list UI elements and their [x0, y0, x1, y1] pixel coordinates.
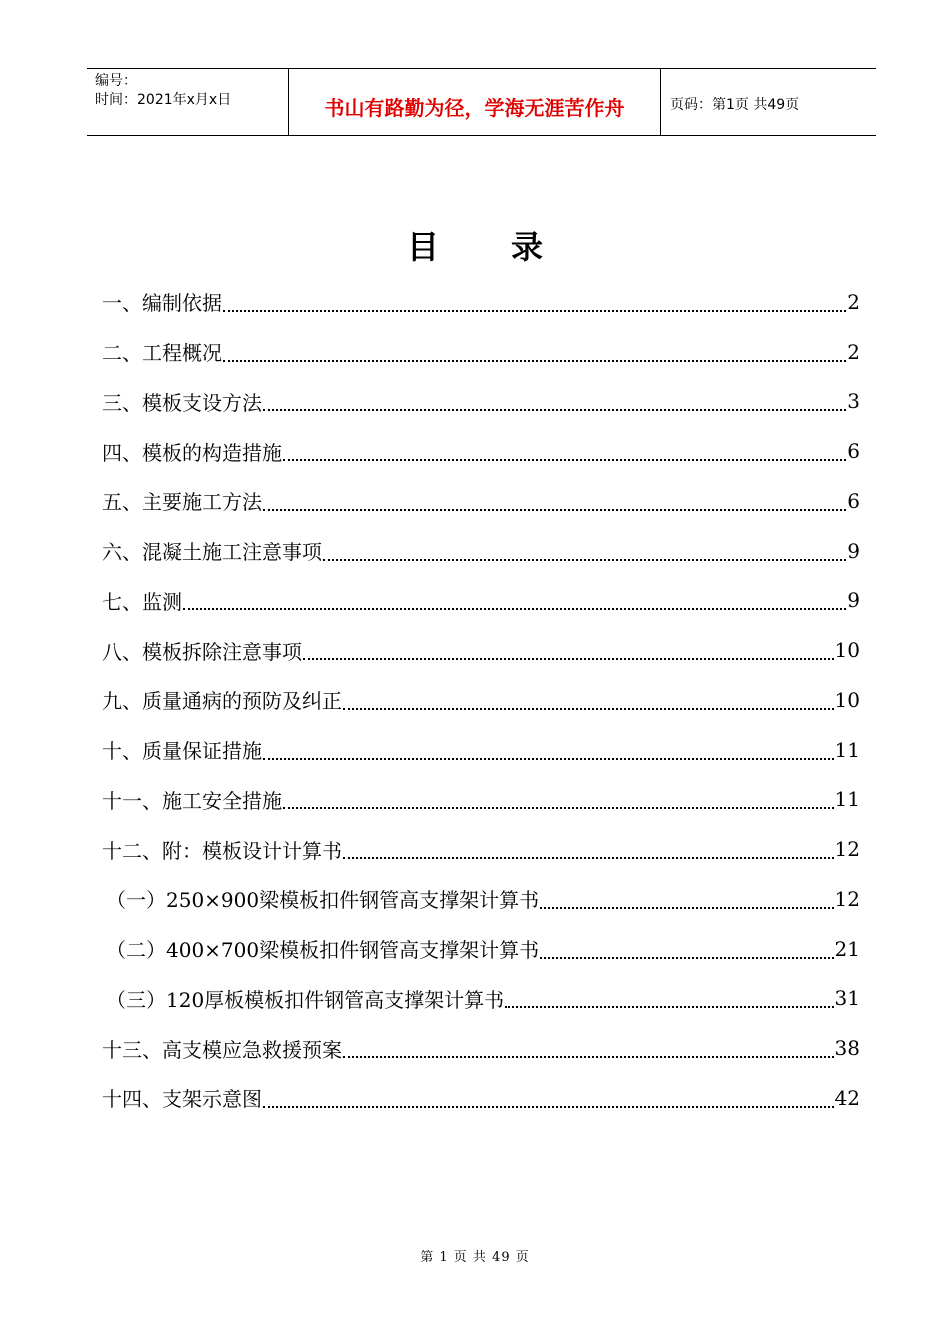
toc-entry-label: 六、混凝土施工注意事项: [102, 540, 322, 565]
toc-entry-page: 9: [847, 538, 860, 563]
toc-entry[interactable]: [102, 675, 860, 725]
toc-entry-label: 三、模板支设方法: [102, 390, 262, 415]
header-meta-cell: [87, 69, 288, 135]
toc-entry[interactable]: [102, 426, 860, 476]
toc-entry[interactable]: [102, 974, 860, 1024]
toc-leader-dots: [343, 845, 834, 859]
header-motto: 书山有路勤为径，学海无涯苦作舟: [324, 96, 625, 120]
toc-entry-page: 12: [834, 837, 860, 862]
toc-entry-label: （一）250×900梁模板扣件钢管高支撑架计算书: [106, 888, 540, 913]
title-char-2: 录: [511, 228, 544, 266]
toc-entry-label: （二）400×700梁模板扣件钢管高支撑架计算书: [106, 938, 540, 963]
page-title: [0, 222, 950, 268]
toc-entry[interactable]: [102, 277, 860, 327]
document-number-label: 编号：: [95, 73, 137, 89]
toc-entry[interactable]: [102, 625, 860, 675]
toc-entry-page: 11: [834, 737, 860, 762]
toc-entry-page: 2: [847, 289, 860, 314]
toc-entry-page: 3: [847, 389, 860, 414]
toc-entry[interactable]: [102, 1023, 860, 1073]
toc-entry[interactable]: [102, 476, 860, 526]
toc-entry-label: 二、工程概况: [102, 341, 222, 366]
toc-entry[interactable]: [102, 327, 860, 377]
document-header: [87, 68, 876, 136]
toc-entry-label: 十二、附：模板设计计算书: [102, 838, 342, 863]
header-motto-cell: [288, 69, 661, 135]
toc-entry-label: 十三、高支模应急救援预案: [102, 1037, 342, 1062]
toc-entry[interactable]: [102, 526, 860, 576]
page-footer: 第 1 页 共 49 页: [420, 1250, 530, 1265]
toc-leader-dots: [223, 298, 846, 312]
toc-leader-dots: [343, 696, 834, 710]
toc-entry-label: 七、监测: [102, 589, 182, 614]
toc-leader-dots: [263, 497, 846, 511]
toc-leader-dots: [223, 348, 846, 362]
toc-leader-dots: [540, 895, 833, 909]
toc-entry[interactable]: [102, 924, 860, 974]
toc-entry[interactable]: [102, 576, 860, 626]
toc-leader-dots: [303, 646, 834, 660]
toc-entry[interactable]: [102, 725, 860, 775]
toc-entry-page: 6: [847, 488, 860, 513]
toc-leader-dots: [263, 397, 846, 411]
toc-entry-page: 42: [834, 1085, 860, 1110]
toc-entry-label: 十一、施工安全措施: [102, 788, 282, 813]
toc-entry[interactable]: [102, 377, 860, 427]
toc-leader-dots: [283, 795, 834, 809]
toc-entry-page: 10: [834, 687, 860, 712]
toc-leader-dots: [263, 746, 834, 760]
toc-entry-label: 十、质量保证措施: [102, 739, 262, 764]
toc-entry-page: 11: [834, 787, 860, 812]
toc-leader-dots: [540, 945, 833, 959]
toc-entry-label: 一、编制依据: [102, 291, 222, 316]
toc-entry-page: 38: [834, 1036, 860, 1061]
toc-entry[interactable]: [102, 775, 860, 825]
header-page-cell: [661, 69, 876, 135]
toc-entry-page: 31: [834, 986, 860, 1011]
toc-entry[interactable]: [102, 1073, 860, 1123]
toc-leader-dots: [505, 994, 833, 1008]
toc-entry-page: 9: [847, 588, 860, 613]
toc-entry-page: 2: [847, 339, 860, 364]
toc-entry-page: 21: [834, 936, 860, 961]
toc-leader-dots: [183, 596, 846, 610]
toc-leader-dots: [343, 1044, 834, 1058]
toc-leader-dots: [283, 447, 846, 461]
header-page-info: 页码：第1页 共49页: [670, 97, 800, 113]
title-char-1: 目: [406, 228, 439, 266]
toc-entry-label: 四、模板的构造措施: [102, 440, 282, 465]
toc-leader-dots: [323, 547, 846, 561]
toc-leader-dots: [263, 1094, 834, 1108]
toc-entry-page: 6: [847, 439, 860, 464]
toc-entry-page: 10: [834, 638, 860, 663]
document-time: 时间：2021年x月x日: [95, 92, 232, 108]
toc-entry[interactable]: [102, 874, 860, 924]
toc-entry-label: （三）120厚板模板扣件钢管高支撑架计算书: [106, 987, 505, 1012]
toc-entry-label: 九、质量通病的预防及纠正: [102, 689, 342, 714]
toc-entry-label: 五、主要施工方法: [102, 490, 262, 515]
toc-entry-label: 八、模板拆除注意事项: [102, 639, 302, 664]
toc-entry[interactable]: [102, 824, 860, 874]
table-of-contents: [102, 277, 860, 1123]
toc-entry-label: 十四、支架示意图: [102, 1087, 262, 1112]
toc-entry-page: 12: [834, 886, 860, 911]
